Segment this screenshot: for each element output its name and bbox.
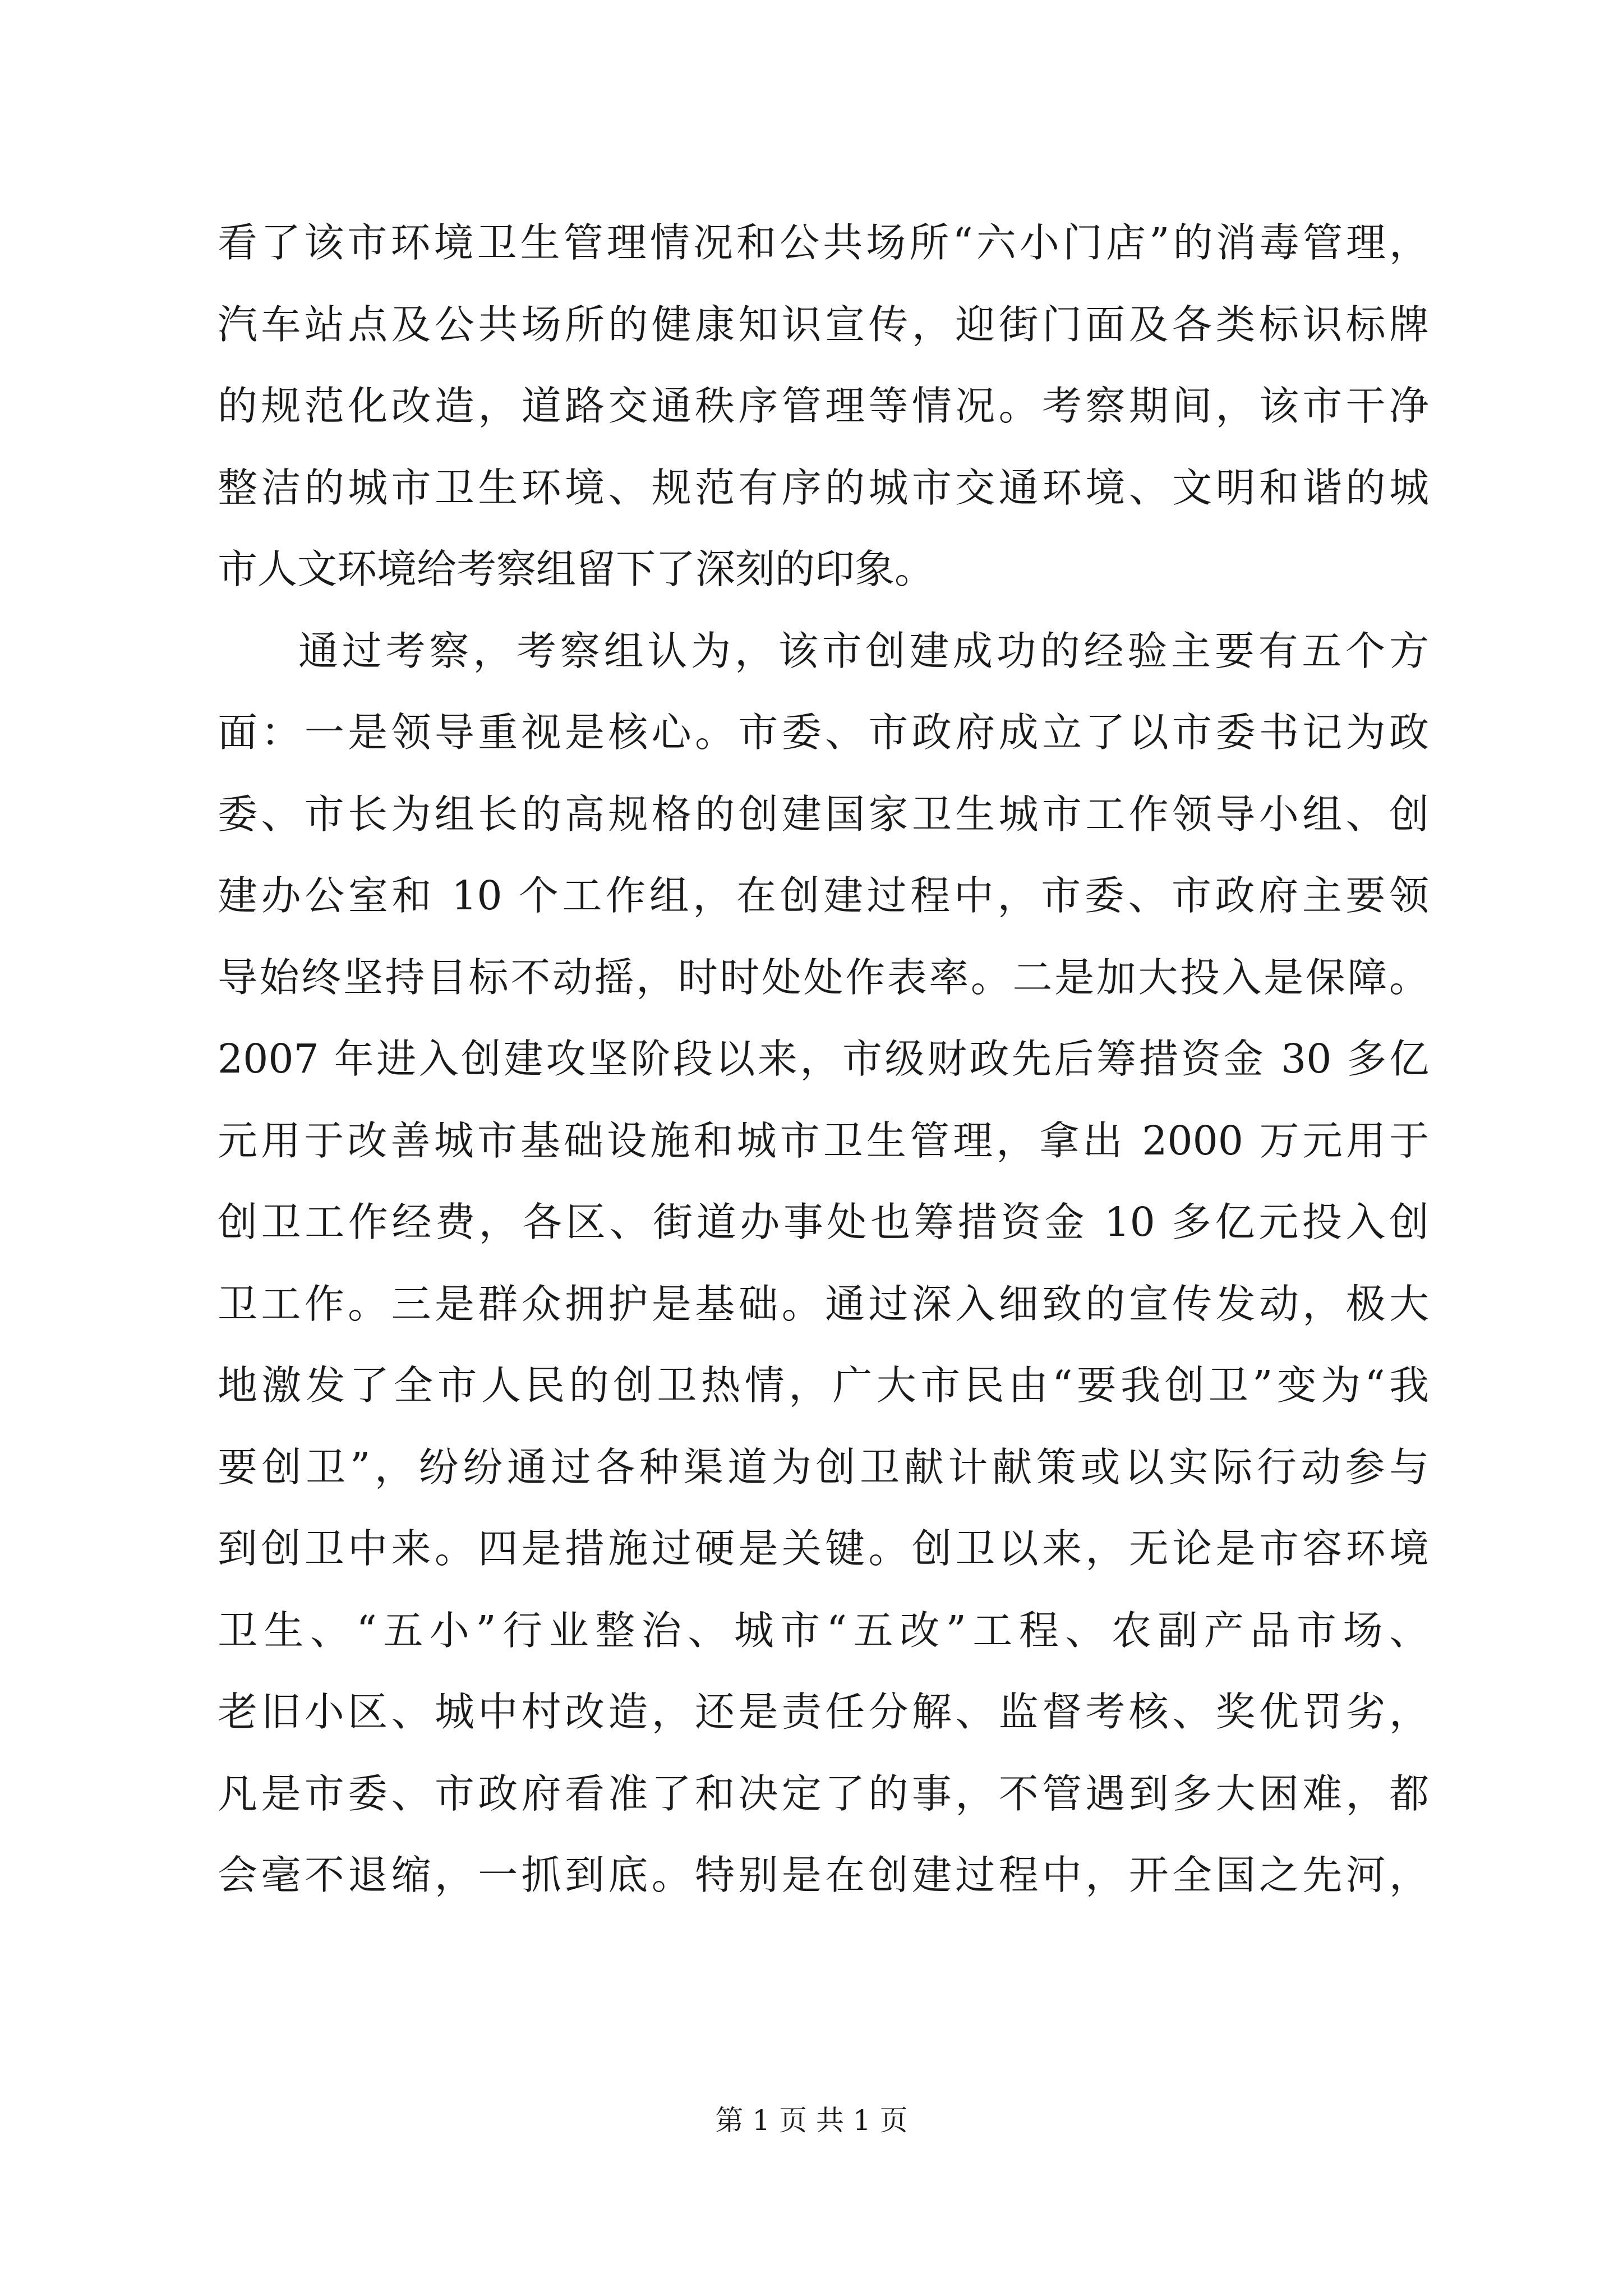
- paragraph-2: [218, 610, 1429, 1916]
- paragraph-line: 地激发了全市人民的创卫热情，广大市民由“要我创卫”变为“我: [218, 1362, 1429, 1409]
- paragraph-line: 通过考察，考察组认为，该市创建成功的经验主要有五个方: [298, 627, 1429, 674]
- paragraph-1: [218, 202, 1429, 610]
- paragraph-line: 要创卫”，纷纷通过各种渠道为创卫献计献策或以实际行动参与: [218, 1443, 1429, 1490]
- document-body: [218, 202, 1429, 1916]
- paragraph-line: 到创卫中来。四是措施过硬是关键。创卫以来，无论是市容环境: [218, 1525, 1429, 1572]
- paragraph-line: 委、市长为组长的高规格的创建国家卫生城市工作领导小组、创: [218, 790, 1429, 838]
- paragraph-line: 凡是市委、市政府看准了和决定了的事，不管遇到多大困难，都: [218, 1770, 1429, 1817]
- paragraph-line: 整洁的城市卫生环境、规范有序的城市交通环境、文明和谐的城: [218, 464, 1429, 511]
- paragraph-line: 会毫不退缩，一抓到底。特别是在创建过程中，开全国之先河，: [218, 1852, 1429, 1898]
- paragraph-line: 老旧小区、城中村改造，还是责任分解、监督考核、奖优罚劣，: [218, 1688, 1429, 1735]
- paragraph-line: 的规范化改造，道路交通秩序管理等情况。考察期间，该市干净: [218, 383, 1429, 429]
- paragraph-line: 元用于改善城市基础设施和城市卫生管理，拿出 2000 万元用于: [218, 1117, 1429, 1164]
- paragraph-line: 创卫工作经费，各区、街道办事处也筹措资金 10 多亿元投入创: [218, 1199, 1429, 1245]
- paragraph-line: 卫工作。三是群众拥护是基础。通过深入细致的宣传发动，极大: [218, 1280, 1429, 1327]
- paragraph-line: 导始终坚持目标不动摇，时时处处作表率。二是加大投入是保障。: [218, 954, 1429, 1001]
- paragraph-line: 看了该市环境卫生管理情况和公共场所“六小门店”的消毒管理，: [218, 219, 1429, 266]
- page-number-footer: 第 1 页 共 1 页: [715, 2104, 908, 2137]
- paragraph-line: 市人文环境给考察组留下了深刻的印象。: [218, 546, 935, 592]
- paragraph-line: 2007 年进入创建攻坚阶段以来，市级财政先后筹措资金 30 多亿: [218, 1036, 1429, 1082]
- paragraph-line: 汽车站点及公共场所的健康知识宣传，迎街门面及各类标识标牌: [218, 301, 1429, 348]
- paragraph-line: 面：一是领导重视是核心。市委、市政府成立了以市委书记为政: [218, 709, 1429, 756]
- paragraph-line: 卫生、“五小”行业整治、城市“五改”工程、农副产品市场、: [218, 1607, 1429, 1654]
- paragraph-line: 建办公室和 10 个工作组，在创建过程中，市委、市政府主要领: [218, 872, 1429, 919]
